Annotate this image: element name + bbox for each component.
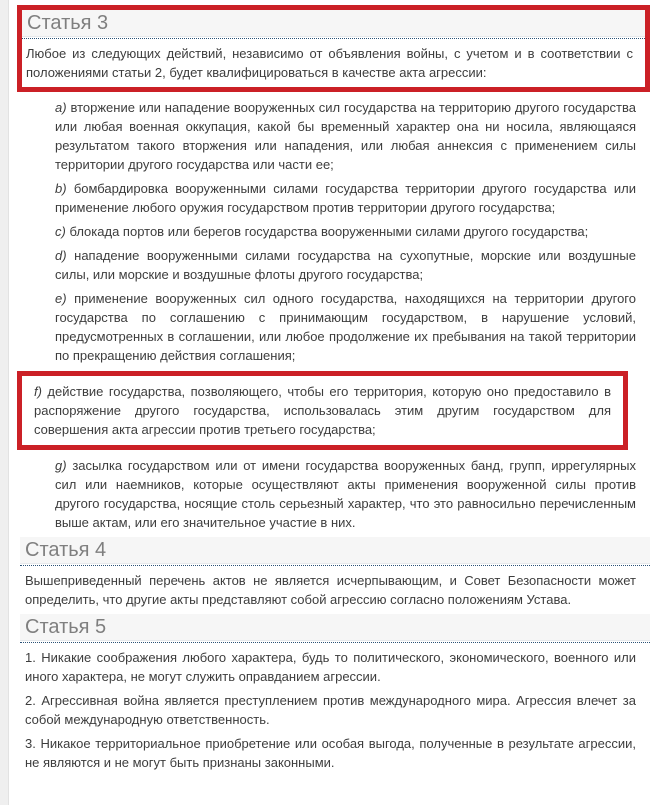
window-edge-strip <box>0 0 9 805</box>
article-5-paragraph-1: 1. Никакие соображения любого характера, будь то политического, экономического, военного или иного характера, не могут служить оправданием агрессии. <box>25 650 636 684</box>
item-text: действие государства, позволяющего, чтобы его территория, которую оно предоставило в распоряжение другого государства, использовалась этим другим государством для совершения акта агрессии против третьего государства; <box>34 384 611 437</box>
annotation-box-item-f <box>17 371 628 450</box>
item-letter: a) <box>55 100 67 115</box>
item-letter: f) <box>34 384 42 399</box>
annotation-box-article3-intro <box>17 5 650 92</box>
article-5-paragraph-2: 2. Агрессивная война является преступлением против международного мира. Агрессия влечет за собой международную ответственность. <box>25 693 636 727</box>
article-3-item-e <box>55 289 636 365</box>
item-letter: b) <box>55 181 67 196</box>
article-3-item-g <box>55 456 636 532</box>
article-3-item-b <box>55 179 636 217</box>
item-text: применение вооруженных сил одного государства, находящихся на территории другого государства по соглашению с принимающим государством, в нарушение условий, предусмотренных в соглашении, или любое продолжение их пребывания на такой территории по прекращению действия соглашения; <box>55 291 636 363</box>
item-letter: c) <box>55 224 66 239</box>
heading-dotted-rule <box>20 642 650 643</box>
document-body <box>9 0 653 777</box>
article-3-heading: Статья 3 <box>22 10 645 37</box>
article-5-heading: Статья 5 <box>20 614 650 641</box>
article-3-item-f <box>34 382 611 439</box>
item-letter: g) <box>55 458 67 473</box>
item-text: засылка государством или от имени государства вооруженных банд, групп, иррегулярных сил или наемников, которые осуществляют акты применения вооруженной силы против другого государства, носящие столь серьезный характер, что это равносильно перечисленным выше актам, или его значительное участие в них. <box>55 458 636 530</box>
article-3-intro: Любое из следующих действий, независимо от объявления войны, с учетом и в соответствии с положениями статьи 2, будет квалифицироваться в качестве акта агрессии: <box>26 46 633 80</box>
item-text: блокада портов или берегов государства вооруженными силами другого государства; <box>69 224 589 239</box>
item-letter: d) <box>55 248 67 263</box>
article-3-item-a <box>55 98 636 174</box>
item-text: нападение вооруженными силами государства на сухопутные, морские или воздушные силы, или морские и воздушные флоты другого государства; <box>55 248 636 282</box>
article-4-heading: Статья 4 <box>20 537 650 564</box>
heading-dotted-rule <box>22 38 645 39</box>
heading-dotted-rule <box>20 565 650 566</box>
item-letter: e) <box>55 291 67 306</box>
item-text: бомбардировка вооруженными силами государства территории другого государства или применение любого оружия государством против территории другого государства; <box>55 181 636 215</box>
article-4-paragraph: Вышеприведенный перечень актов не является исчерпывающим, и Совет Безопасности может определить, что другие акты представляют собой агрессию согласно положениям Устава. <box>25 573 636 607</box>
item-text: вторжение или нападение вооруженных сил государства на территорию другого государства или любая военная оккупация, какой бы временный характер она ни носила, являющаяся результатом такого вторжения или нападения, или любая аннексия с применением силы территории другого государства или части ее; <box>55 100 637 172</box>
article-3-item-d <box>55 246 636 284</box>
article-5-paragraph-3: 3. Никакое территориальное приобретение или особая выгода, полученные в результате агрессии, не являются и не могут быть признаны законными. <box>25 736 636 770</box>
article-3-item-c <box>55 222 636 241</box>
